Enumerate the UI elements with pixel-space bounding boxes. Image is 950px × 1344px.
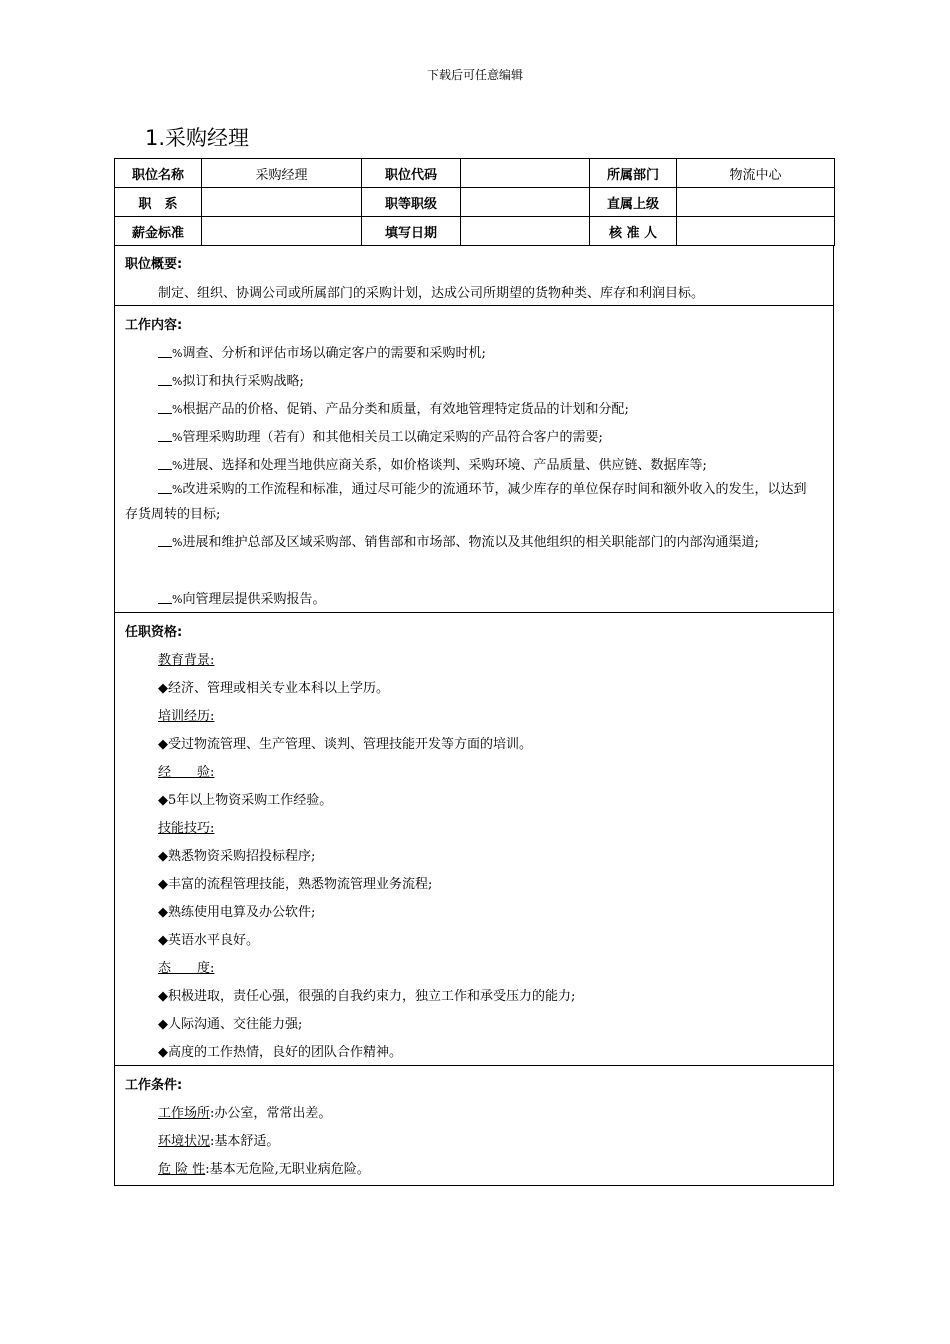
label-salary: 薪金标准: [115, 217, 202, 246]
label-department: 所属部门: [590, 159, 677, 188]
table-row: [115, 159, 835, 188]
duty-item: %向管理层提供采购报告。: [158, 588, 325, 607]
skills-label: 技能技巧:: [158, 821, 215, 836]
duty-item: %拟订和执行采购战略;: [158, 370, 304, 389]
value-approver: [677, 217, 835, 246]
duty-item: %进展、选择和处理当地供应商关系，如价格谈判、采购环境、产品质量、供应链、数据库等;: [158, 454, 707, 473]
training-item: ◆受过物流管理、生产管理、谈判、管理技能开发等方面的培训。: [158, 737, 532, 752]
duties-section: [114, 305, 834, 613]
skill-item: ◆熟练使用电算及办公软件;: [158, 905, 316, 920]
experience-item: ◆5年以上物资采购工作经验。: [158, 793, 333, 808]
skill-item: ◆熟悉物资采购招投标程序;: [158, 849, 316, 864]
value-department: 物流中心: [677, 159, 835, 188]
summary-text: 制定、组织、协调公司或所属部门的采购计划，达成公司所期望的货物种类、库存和利润目标。: [158, 286, 705, 301]
value-salary: [202, 217, 362, 246]
label-supervisor: 直属上级: [590, 188, 677, 217]
conditions-section: [114, 1065, 834, 1186]
table-row: [115, 188, 835, 217]
label-approver: 核 准 人: [590, 217, 677, 246]
education-item: ◆经济、管理或相关专业本科以上学历。: [158, 681, 389, 696]
label-position-code: 职位代码: [362, 159, 461, 188]
table-row: [115, 217, 835, 246]
conditions-heading: 工作条件:: [125, 1078, 183, 1093]
page-title: 1.采购经理: [145, 126, 250, 150]
attitude-item: ◆积极进取，责任心强，很强的自我约束力，独立工作和承受压力的能力;: [158, 989, 576, 1004]
condition-environment: 环境状况:基本舒适。: [158, 1134, 280, 1149]
value-supervisor: [677, 188, 835, 217]
condition-risk: 危 险 性:基本无危险,无职业病危险。: [158, 1162, 370, 1177]
attitude-item: ◆高度的工作热情，良好的团队合作精神。: [158, 1045, 402, 1060]
label-job-family: 职 系: [115, 188, 202, 217]
experience-label: 经 验:: [158, 765, 215, 780]
training-label: 培训经历:: [158, 709, 215, 724]
label-position-name: 职位名称: [115, 159, 202, 188]
value-grade: [461, 188, 590, 217]
education-label: 教育背景:: [158, 653, 215, 668]
duty-item: %调查、分析和评估市场以确定客户的需要和采购时机;: [158, 342, 486, 361]
qualifications-section: [114, 612, 834, 1066]
label-grade: 职等职级: [362, 188, 461, 217]
duty-item: %根据产品的价格、促销、产品分类和质量，有效地管理特定货品的计划和分配;: [158, 398, 629, 417]
value-fill-date: [461, 217, 590, 246]
value-position-code: [461, 159, 590, 188]
attitude-label: 态 度:: [158, 961, 215, 976]
duties-heading: 工作内容:: [125, 318, 183, 333]
duty-item: %管理采购助理（若有）和其他相关员工以确定采购的产品符合客户的需要;: [158, 426, 603, 445]
summary-heading: 职位概要:: [125, 257, 183, 272]
duty-item: %进展和维护总部及区域采购部、销售部和市场部、物流以及其他组织的相关职能部门的内部沟通渠道;: [125, 530, 815, 555]
position-info-table: [114, 158, 835, 246]
summary-section: [114, 245, 834, 306]
value-job-family: [202, 188, 362, 217]
header-note: 下载后可任意编辑: [426, 68, 523, 82]
qualifications-heading: 任职资格:: [125, 625, 183, 640]
value-position-name: 采购经理: [202, 159, 362, 188]
skill-item: ◆英语水平良好。: [158, 933, 259, 948]
skill-item: ◆丰富的流程管理技能，熟悉物流管理业务流程;: [158, 877, 433, 892]
condition-place: 工作场所:办公室，常常出差。: [158, 1106, 332, 1121]
attitude-item: ◆人际沟通、交往能力强;: [158, 1017, 303, 1032]
duty-item: %改进采购的工作流程和标准，通过尽可能少的流通环节，减少库存的单位保存时间和额外收入的发生，以达到存货周转的目标;: [125, 482, 807, 522]
label-fill-date: 填写日期: [362, 217, 461, 246]
